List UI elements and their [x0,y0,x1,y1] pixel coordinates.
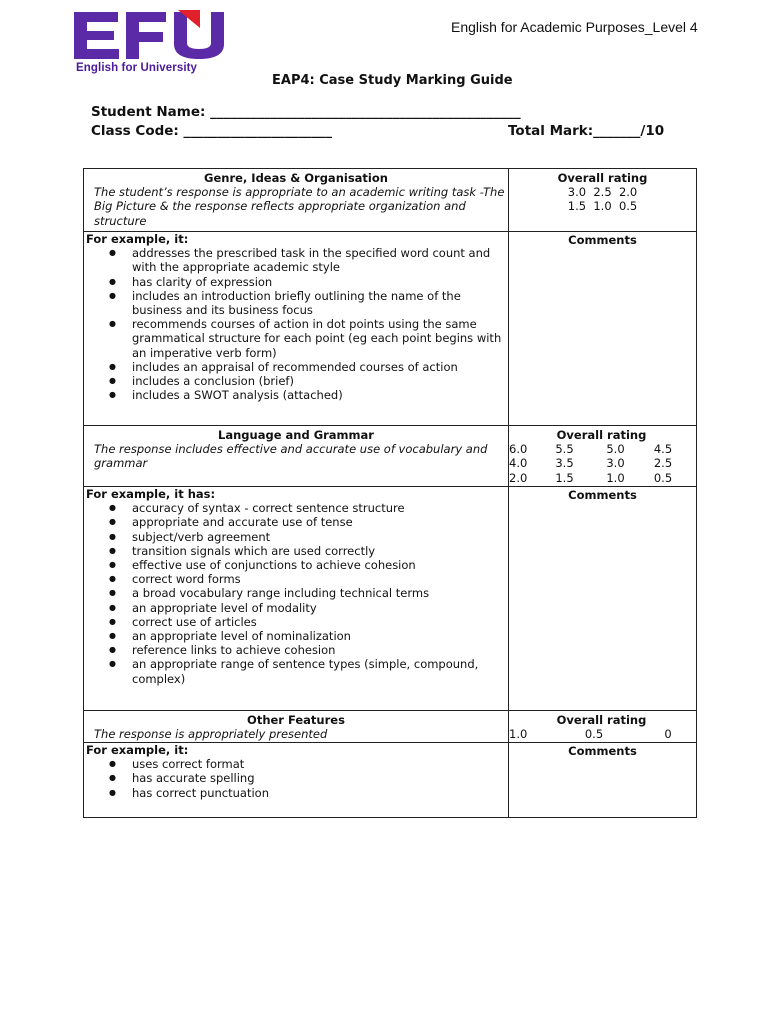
list-item: ● includes an introduction briefly outlining the name of the business and its business focus [132,289,506,317]
list-item: ● accuracy of syntax - correct sentence structure [132,501,506,515]
comments-label: Comments [568,233,637,247]
rating-value[interactable]: 4.5 [653,442,673,457]
course-header: English for Academic Purposes_Level 4 [451,19,698,35]
section-description: The student’s response is appropriate to an academic writing task -The Big Picture & the response reflects appropriate organization and structure [94,185,505,228]
comments-cell[interactable] [509,743,697,818]
section-description: The response is appropriately presented [94,727,328,742]
rating-value[interactable]: 3.0 [606,456,625,471]
list-item: ● recommends courses of action in dot points using the same grammatical structure for each point (eg each point begins with an imperative verb form) [132,317,506,360]
rating-grid-row[interactable] [509,456,694,470]
logo-tagline: English for University [76,62,198,74]
list-item: ● an appropriate level of modality [132,601,506,615]
rating-value[interactable]: 3.5 [555,456,574,471]
list-item: ● uses correct format [132,757,506,771]
rating-value[interactable]: 4.0 [509,456,528,471]
comments-label: Comments [568,744,637,758]
list-item: ● has clarity of expression [132,275,506,289]
list-item: ● appropriate and accurate use of tense [132,515,506,529]
section-header-row [84,426,697,487]
examples-cell [84,487,509,711]
rating-grid-row[interactable] [509,727,694,741]
examples-cell [84,743,509,818]
document-title: EAP4: Case Study Marking Guide [272,73,513,88]
list-item: ● includes an appraisal of recommended courses of action [132,360,506,374]
overall-rating-cell [509,169,697,232]
total-mark-field[interactable]: Total Mark:_______/10 [508,123,665,139]
overall-rating-cell [509,426,697,487]
section-criteria-cell [84,711,509,743]
class-code-field[interactable]: Class Code: ______________________ [91,123,333,139]
criteria-list [86,246,506,402]
rating-value[interactable]: 6.0 [509,442,528,457]
rating-value[interactable]: 1.0 [606,470,625,485]
rating-value[interactable]: 5.0 [606,442,625,457]
rating-value[interactable]: 5.5 [555,442,574,457]
rating-options[interactable]: 1.5 1.0 0.5 [567,199,638,214]
overall-rating-title: Overall rating [556,713,647,727]
rating-value[interactable]: 0.5 [653,470,673,485]
overall-rating-title: Overall rating [556,428,647,442]
example-label: For example, it has: [86,487,216,501]
list-item: ● includes a SWOT analysis (attached) [132,388,506,402]
section-header-row [84,711,697,743]
list-item: ● an appropriate range of sentence types (simple, compound, complex) [132,657,506,685]
example-label: For example, it: [86,743,189,757]
list-item: ● addresses the prescribed task in the specified word count and with the appropriate academic style [132,246,506,274]
student-name-field[interactable]: Student Name: ______________________________________________ [91,104,521,120]
example-label: For example, it: [86,232,189,246]
list-item: ● includes a conclusion (brief) [132,374,506,388]
section-criteria-cell [84,426,509,487]
list-item: ● has accurate spelling [132,771,506,785]
criteria-list [86,757,506,800]
rating-value[interactable]: 2.5 [653,456,673,471]
list-item: ● effective use of conjunctions to achieve cohesion [132,558,506,572]
rating-value[interactable]: 0.5 [584,727,604,742]
section-header-row [84,169,697,232]
rating-value[interactable]: 0 [664,727,672,742]
section-description: The response includes effective and accurate use of vocabulary and grammar [94,442,488,471]
efu-logo-mark [74,10,234,60]
rating-grid-row[interactable] [509,442,694,456]
comments-label: Comments [568,488,637,502]
list-item: ● reference links to achieve cohesion [132,643,506,657]
rating-value[interactable]: 2.0 [509,470,528,485]
list-item: ● an appropriate level of nominalization [132,629,506,643]
comments-cell[interactable] [509,487,697,711]
list-item: ● correct word forms [132,572,506,586]
overall-rating-cell [509,711,697,743]
rating-value[interactable]: 1.0 [509,727,528,742]
rating-options[interactable]: 3.0 2.5 2.0 [567,185,638,200]
examples-cell [84,232,509,426]
efu-logo [74,10,234,78]
list-item: ● has correct punctuation [132,786,506,800]
section-title: Genre, Ideas & Organisation [204,171,388,185]
list-item: ● transition signals which are used correctly [132,544,506,558]
criteria-list [86,501,506,686]
section-title: Language and Grammar [218,428,374,442]
rating-grid-row[interactable] [509,471,694,485]
comments-cell[interactable] [509,232,697,426]
section-criteria-cell [84,169,509,232]
list-item: ● subject/verb agreement [132,530,506,544]
list-item: ● correct use of articles [132,615,506,629]
section-example-row [84,743,697,818]
overall-rating-title: Overall rating [557,171,648,185]
rating-value[interactable]: 1.5 [555,470,574,485]
section-example-row [84,487,697,711]
marking-guide-table [83,168,697,818]
section-title: Other Features [247,713,345,727]
section-example-row [84,232,697,426]
list-item: ● a broad vocabulary range including technical terms [132,586,506,600]
